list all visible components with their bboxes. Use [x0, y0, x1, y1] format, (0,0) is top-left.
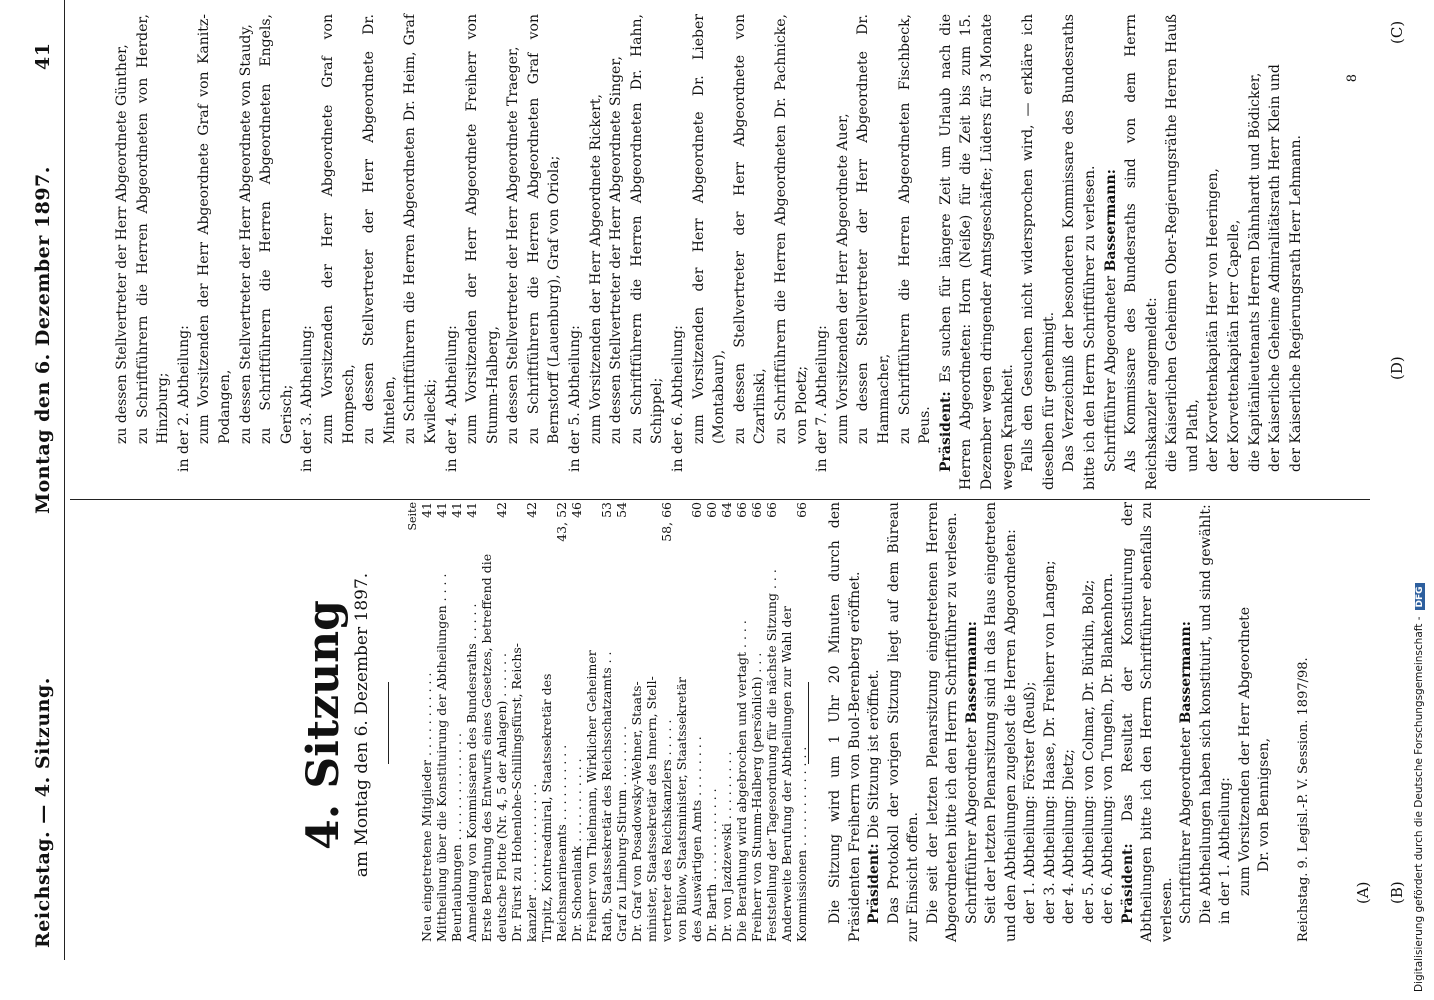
president-opening — [865, 502, 885, 942]
title-rule — [388, 682, 389, 764]
division-lines — [112, 14, 936, 490]
speaker-label: Präsident: — [1119, 843, 1136, 924]
toc-entry-page: 64 — [719, 502, 734, 518]
right-column-text — [112, 14, 1306, 490]
toc-entry-text: Anmeldung von Kommissaren des Bundesraths . . . . . — [464, 603, 479, 942]
division-line: in der 5. Abtheilung: — [567, 325, 584, 472]
column-rule — [70, 499, 1370, 500]
dfg-logo: DFG — [1415, 583, 1425, 610]
secretary-name: Bassermann: — [963, 621, 980, 724]
toc-entry — [509, 502, 524, 942]
dfg-note-text: Digitalisierung gefördert durch die Deutsche Forschungsgemeinschaft - — [1413, 616, 1425, 992]
member-list-item: der 3. Abtheilung: Haase, Dr. Freiherr von Langen; — [1041, 560, 1058, 924]
commissioner-entry: der Kaiserliche Regierungsrath Herr Lehmann. — [1287, 135, 1304, 472]
division-line: zum Vorsitzenden der Herr Abgeordnete Graf von Hompesch, — [319, 14, 357, 444]
president-constitution — [1119, 502, 1178, 942]
secretary-label — [1101, 14, 1122, 490]
session-subtitle: am Montag den 6. Dezember 1897. — [352, 572, 372, 878]
member-list-item: der 6. Abtheilung: von Tungeln, Dr. Blankenhorn. — [1100, 573, 1116, 924]
toc-entry — [794, 502, 809, 942]
division-line: zum Vorsitzenden der Herr Abgeordnete Freiherr von Stumm-Halberg, — [464, 14, 501, 444]
toc-entry-page: 58, 66 — [659, 502, 674, 542]
commissioners-intro: Als Kommissare des Bundesraths sind von dem Herrn Reichskanzler angemeldet: — [1123, 14, 1160, 490]
toc-entry — [659, 502, 674, 942]
secretary-name: Bassermann: — [1178, 621, 1194, 724]
toc-entry — [734, 502, 749, 942]
toc-entry — [629, 502, 644, 942]
division-line: zu Schriftführern die Herren Abgeordneten von Herder, Hinzburg; — [134, 14, 172, 444]
toc-entry-page: 54 — [614, 502, 629, 518]
toc-entry-page: 66 — [749, 502, 764, 518]
table-of-contents — [405, 502, 809, 942]
toc-entry-text: Freiherr von Stumm-Halberg (persönlich) . . . — [749, 652, 764, 942]
toc-entry-page: 66 — [794, 502, 809, 518]
toc-entry — [434, 502, 449, 942]
speech-text: Das Resultat der Konstituirung der Abtheilungen bitte ich den Herrn Schriftführer ebenfalls zu verlesen. — [1119, 502, 1175, 942]
division-line: zu Schriftführern die Herren Abgeordneten Fischbeck, Peus. — [896, 14, 934, 444]
toc-entry-page: 66 — [734, 502, 749, 518]
toc-entry — [614, 502, 629, 942]
commissioners-request: Das Verzeichniß der besonderen Kommissare des Bundesraths bitte ich den Herrn Schriftführer zu verlesen. — [1061, 14, 1098, 490]
division-line: zu dessen Stellvertreter der Herr Abgeordnete Dr. Mintelen, — [361, 14, 398, 444]
protocol-paragraph: Das Protokoll der vorigen Sitzung liegt auf dem Büreau zur Einsicht offen. — [885, 502, 921, 942]
toc-entry-page: 60 — [689, 502, 704, 518]
header-left: Reichstag. — 4. Sitzung. — [32, 677, 54, 948]
toc-entry-text: minister, Staatssekretär des Innern, Stell- — [644, 676, 659, 942]
toc-entry-text: Anderweite Berufung der Abtheilungen zur Wahl der — [779, 606, 794, 942]
division-line: zu dessen Stellvertreter der Herr Abgeordnete Günther, — [114, 44, 130, 444]
toc-entry-text: von Bülow, Staatsminister, Staatssekretär — [674, 677, 689, 942]
toc-entry — [449, 502, 464, 942]
header-date: Montag den 6. Dezember 1897. — [32, 166, 54, 514]
division-line: zu Schriftführern die Herren Abgeordneten Dr. Pachnicke, von Ploetz; — [773, 14, 810, 444]
toc-entry-text: Rath, Staatssekretär des Reichsschatzamts . . — [599, 651, 614, 942]
speech-text: Die Sitzung ist eröffnet. — [866, 669, 882, 844]
running-header — [32, 0, 72, 1000]
toc-entry-text: deutsche Flotte (Nr. 4, 5 der Anlagen) . . . . . . — [494, 653, 509, 942]
toc-entry-text: Reichsmarineamts . . . . . . . . . . — [554, 744, 569, 942]
members-intro: Seit der letzten Plenarsitzung sind in das Haus eingetreten und den Abtheilungen zugelost die Herren Abgeordneten: — [983, 502, 1019, 942]
toc-entry — [689, 502, 704, 942]
division-line: zu dessen Stellvertreter der Herr Abgeordnete Dr. Hammacher, — [855, 14, 892, 444]
member-list-item: der 5. Abtheilung: von Colmar, Dr. Bürklin, Bolz; — [1080, 579, 1097, 924]
constitution-intro: Die Abtheilungen haben sich konstituirt, und sind gewählt: — [1197, 504, 1214, 924]
division-line: zu dessen Stellvertreter der Herr Abgeordnete Traeger, — [505, 46, 522, 444]
page-footer: Reichstag. 9. Legisl.-P. V. Session. 1897/98. — [1296, 657, 1311, 942]
division-line: zu Schriftführern die Herren Abgeordneten Graf von Bernstorff (Lauenburg), Graf von Oriola; — [525, 14, 563, 444]
toc-entry-text: Beurlaubungen . . . . . . . . . . . . . . — [449, 733, 464, 942]
commissioners-list — [1162, 14, 1306, 490]
page-number: 41 — [32, 42, 54, 70]
toc-entry-text: kanzler . . . . . . . . . . . . . . — [524, 783, 539, 942]
session-title: 4. Sitzung — [298, 600, 349, 850]
commissioner-entry: die Kaiserlichen Geheimen Ober-Regierungsräthe Herren Hauß und Plath, — [1164, 14, 1201, 472]
toc-entry — [569, 502, 584, 942]
margin-letter-d: (D) — [1388, 356, 1406, 380]
division-line: in der 7. Abtheilung: — [814, 325, 831, 472]
toc-entry — [524, 502, 539, 942]
margin-letter-a: (A) — [1354, 881, 1372, 904]
toc-entry-text: vertreter des Reichskanzlers . . . . . — [659, 719, 674, 942]
division-line: zu dessen Stellvertreter der Herr Abgeordnete Singer, — [608, 56, 625, 444]
toc-entry-page: 53 — [599, 502, 614, 518]
toc-entry — [599, 502, 614, 942]
speaker-label: Präsident: — [866, 843, 882, 924]
division-heading: in der 1. Abtheilung: — [1217, 777, 1233, 924]
approval-paragraph: Falls den Gesuchen nicht widersprochen wird, — erkläre ich dieselben für genehmigt. — [1020, 14, 1057, 490]
toc-entry-text: Dr. Fürst zu Hohenlohe-Schillingsfürst, Reichs- — [509, 642, 524, 942]
leave-paragraph — [936, 14, 1018, 490]
toc-entry — [719, 502, 734, 942]
commissioner-entry: der Kaiserliche Geheime Admiralitätsrath Herr Klein und — [1267, 64, 1284, 472]
toc-entry — [674, 502, 689, 942]
secretary-label — [1177, 502, 1197, 942]
toc-entry-text: Feststellung der Tagesordnung für die nächste Sitzung . . . — [764, 569, 779, 942]
division-line: in der 2. Abtheilung: — [175, 325, 192, 472]
toc-entry-text: Dr. Barth . . . . . . . . . . . . — [704, 788, 719, 942]
header-rule — [64, 0, 65, 960]
toc-entry-text: Dr. Graf von Posadowsky-Wehner, Staats- — [629, 681, 644, 942]
dfg-note — [1413, 0, 1433, 992]
toc-entry-page: 43, 52 — [554, 502, 569, 542]
division-line: zu dessen Stellvertreter der Herr Abgeordnete von Czarlinski, — [731, 14, 769, 444]
toc-seite-label: Seite — [406, 502, 419, 531]
division-line: zum Vorsitzenden der Herr Abgeordnete Dr. Lieber (Montabaur), — [690, 14, 728, 444]
division-line: in der 3. Abtheilung: — [299, 325, 316, 472]
secretary-prefix: Schriftführer Abgeordneter — [1178, 723, 1194, 924]
member-list-item: der 4. Abtheilung: Dietz; — [1061, 748, 1077, 924]
toc-entry-text: Dr. Schoenlank . . . . . . . . . . . — [569, 758, 584, 942]
division-line: in der 6. Abtheilung: — [670, 325, 687, 472]
toc-entry-page: 41 — [464, 502, 479, 518]
speaker-label: Präsident: — [937, 391, 954, 472]
members-list — [1021, 502, 1119, 942]
opening-paragraph: Die Sitzung wird um 1 Uhr 20 Minuten durch den Präsidenten Freiherrn von Buol-Berenberg eröffnet. — [827, 502, 863, 942]
toc-entry — [539, 502, 554, 942]
secretary-prefix: Schriftführer Abgeordneter — [963, 723, 980, 924]
toc-entry-text: Tirpitz, Kontreadmiral, Staatssekretär des — [539, 673, 554, 942]
division-line: zu Schriftführern die Herren Abgeordneten Dr. Heim, Graf Kwilecki; — [402, 14, 439, 444]
toc-entry — [764, 502, 779, 942]
left-column-text — [826, 502, 1275, 942]
margin-letter-c: (C) — [1388, 20, 1406, 44]
toc-entry-text: Die Berathung wird abgebrochen und vertagt . . . . — [734, 620, 749, 942]
toc-entry — [554, 502, 569, 942]
margin-letter-b: (B) — [1388, 881, 1406, 904]
toc-entry — [494, 502, 509, 942]
toc-entry-page: 42 — [524, 502, 539, 518]
speech-text: Es suchen für längere Zeit um Urlaub nach die Herren Abgeordneten: Horn (Neiße) für die Zeit bis zum 15. Dezember wegen dringender Amtsgeschäfte; Lüders für 3 Monate wegen Krankheit. — [937, 14, 1016, 490]
toc-entry — [704, 502, 719, 942]
toc-entry-page: 42 — [494, 502, 509, 518]
toc-entry-page: 46 — [569, 502, 584, 518]
new-members-paragraph: Die seit der letzten Plenarsitzung eingetretenen Herren Abgeordneten bitte ich den Herrn Schriftführer zu verlesen. — [924, 502, 960, 942]
toc-entry-text: Dr. von Jazdzewski . . . . . . . . . — [719, 751, 734, 942]
toc-entry — [419, 502, 434, 942]
toc-entry-text: Kommissionen . . . . . . . . . . . . . — [794, 746, 809, 942]
division-line: zum Vorsitzenden der Herr Abgeordnete Graf von Kanitz-Podangen, — [196, 14, 233, 444]
toc-entry-page: 41 — [449, 502, 464, 518]
toc-entry — [749, 502, 764, 942]
toc-entry-text: Mittheilung über die Konstituirung der Abtheilungen . . . . — [434, 573, 449, 942]
toc-entry-page: 66 — [764, 502, 779, 518]
division-line: zum Vorsitzenden der Herr Abgeordnete Auer, — [834, 113, 851, 444]
division-line: zum Vorsitzenden der Herr Abgeordnete — [1236, 606, 1253, 896]
toc-entry-text: Freiherr von Thielmann, Wirklicher Geheimer — [584, 650, 599, 942]
commissioner-entry: der Korvettenkapitän Herr von Heeringen, — [1205, 168, 1222, 472]
signoff-mark: 8 — [1345, 74, 1360, 83]
secretary-name: Bassermann: — [1102, 169, 1119, 272]
toc-entry-page: 41 — [419, 502, 434, 518]
division-line: zum Vorsitzenden der Herr Abgeordnete Rickert, — [587, 94, 604, 444]
commissioner-entry: der Korvettenkapitän Herr Capelle, — [1226, 219, 1243, 472]
secretary-prefix: Schriftführer Abgeordneter — [1102, 271, 1119, 472]
toc-rows — [419, 502, 809, 942]
toc-entry — [779, 502, 794, 942]
toc-entry — [464, 502, 479, 942]
toc-entry-text: Graf zu Limburg-Stirum . . . . . . . . — [614, 725, 629, 942]
toc-entry — [584, 502, 599, 942]
division-line: zu Schriftführern die Herren Abgeordneten Engels, Gerisch; — [258, 14, 295, 444]
division-line: zu Schriftführern die Herren Abgeordneten Dr. Hahn, Schippel; — [628, 14, 666, 444]
toc-entry — [644, 502, 659, 942]
division-line: in der 4. Abtheilung: — [443, 325, 460, 472]
toc-entry-page: 60 — [704, 502, 719, 518]
toc-entry-text: des Auswärtigen Amts . . . . . . . . — [689, 736, 704, 942]
toc-entry-text: Erste Berathung des Entwurfs eines Gesetzes, betreffend die — [479, 553, 494, 942]
commissioner-entry: die Kapitänlieutenants Herren Dähnhardt und Bödicker, — [1246, 72, 1263, 472]
division-line: zu dessen Stellvertreter der Herr Abgeordnete von Staudy, — [237, 24, 254, 444]
secretary-label — [963, 502, 983, 942]
member-list-item: der 1. Abtheilung: Förster (Reuß); — [1022, 681, 1038, 924]
toc-entry-page: 41 — [434, 502, 449, 518]
division-line: Dr. von Bennigsen, — [1256, 737, 1272, 872]
toc-rule — [808, 682, 809, 764]
toc-entry — [479, 502, 494, 942]
toc-entry-text: Neu eingetretene Mitglieder . . . . . . . . . . . — [419, 672, 434, 942]
